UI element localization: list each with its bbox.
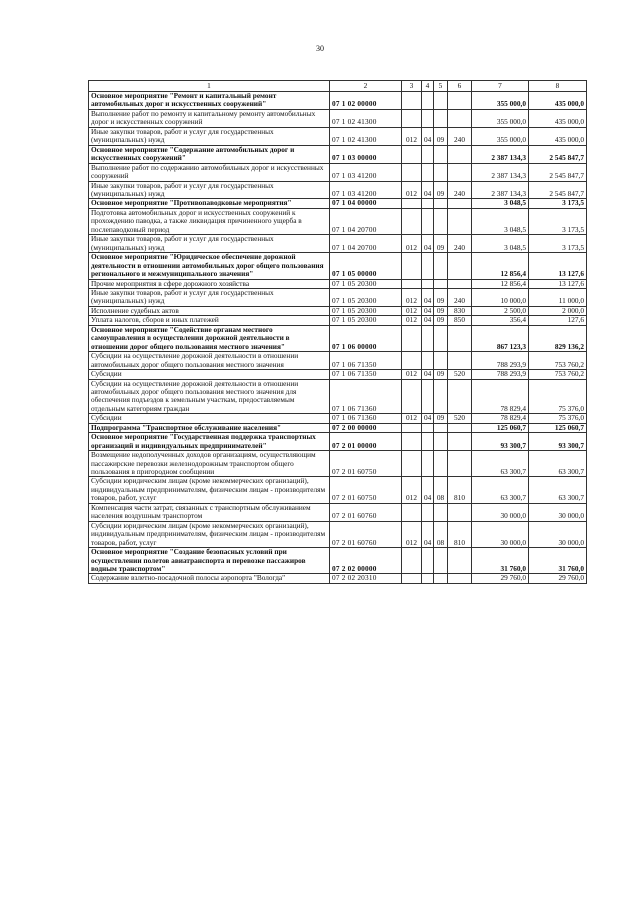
- row-value-column-7: 3 048,5: [472, 208, 529, 234]
- row-column-6: 240: [448, 127, 472, 145]
- table-row: [89, 548, 587, 574]
- row-value-column-7: 12 856,4: [472, 253, 529, 279]
- row-column-4: [422, 208, 434, 234]
- row-name: Субсидии на осуществление дорожной деятельности в отношении автомобильных дорог общего пользования местного значения для обеспечения подъездов к земельным участкам, предоставляемым отдельным категориям граждан: [89, 379, 330, 414]
- row-column-6: [448, 503, 472, 521]
- row-column-3: [402, 145, 422, 163]
- row-code: 07 1 02 00000: [330, 92, 402, 110]
- row-value-column-8: 127,6: [529, 316, 587, 325]
- row-value-column-8: 435 000,0: [529, 92, 587, 110]
- row-column-6: [448, 451, 472, 477]
- row-column-6: 810: [448, 521, 472, 547]
- row-name: Возмещение недополученных доходов организациям, осуществляющим пассажирские перевозки железнодорожным транспортом общего пользования в пригородном сообщении: [89, 451, 330, 477]
- row-column-4: [422, 423, 434, 432]
- row-column-5: 09: [434, 181, 448, 199]
- row-column-3: [402, 253, 422, 279]
- row-value-column-8: 31 760,0: [529, 548, 587, 574]
- table-row: [89, 235, 587, 253]
- table-row: [89, 370, 587, 379]
- row-value-column-7: 356,4: [472, 316, 529, 325]
- row-column-5: 09: [434, 370, 448, 379]
- row-value-column-7: 125 060,7: [472, 423, 529, 432]
- row-column-4: 04: [422, 477, 434, 503]
- row-code: 07 1 05 20300: [330, 288, 402, 306]
- table-row: [89, 306, 587, 315]
- budget-table: [88, 80, 587, 584]
- row-column-4: 04: [422, 306, 434, 315]
- row-column-4: [422, 503, 434, 521]
- row-column-3: [402, 279, 422, 288]
- row-value-column-7: 12 856,4: [472, 279, 529, 288]
- row-name: Иные закупки товаров, работ и услуг для государственных (муниципальных) нужд: [89, 181, 330, 199]
- row-name: Основное мероприятие "Государственная поддержка транспортных организаций и индивидуальных предпринимателей": [89, 433, 330, 451]
- row-column-4: [422, 325, 434, 351]
- row-column-6: 240: [448, 288, 472, 306]
- row-column-4: [422, 253, 434, 279]
- row-column-4: [422, 92, 434, 110]
- row-column-4: 04: [422, 521, 434, 547]
- row-column-6: 240: [448, 181, 472, 199]
- row-column-4: [422, 379, 434, 414]
- row-column-4: [422, 109, 434, 127]
- table-row: [89, 92, 587, 110]
- column-header: 6: [448, 81, 472, 92]
- table-row: [89, 477, 587, 503]
- row-column-5: [434, 433, 448, 451]
- row-column-6: [448, 548, 472, 574]
- row-value-column-8: 435 000,0: [529, 127, 587, 145]
- row-code: 07 1 06 71350: [330, 370, 402, 379]
- row-column-3: 012: [402, 127, 422, 145]
- row-column-4: [422, 574, 434, 583]
- row-name: Выполнение работ по ремонту и капитальному ремонту автомобильных дорог и искусственных сооружений: [89, 109, 330, 127]
- row-value-column-7: 788 293,9: [472, 352, 529, 370]
- page-number: 30: [316, 44, 324, 53]
- row-code: 07 1 05 20300: [330, 279, 402, 288]
- row-code: 07 1 03 41200: [330, 163, 402, 181]
- row-column-5: [434, 574, 448, 583]
- row-value-column-8: 75 376,0: [529, 379, 587, 414]
- row-column-6: 520: [448, 414, 472, 423]
- row-column-4: 04: [422, 414, 434, 423]
- row-name: Основное мероприятие "Содействие органам местного самоуправления в осуществлении дорожной деятельности в отношении дорог общего пользования местного значения": [89, 325, 330, 351]
- table-row: [89, 145, 587, 163]
- row-value-column-8: 3 173,5: [529, 208, 587, 234]
- row-value-column-7: 788 293,9: [472, 370, 529, 379]
- row-code: 07 1 06 71360: [330, 379, 402, 414]
- row-column-3: [402, 433, 422, 451]
- row-name: Основное мероприятие "Юридическое обеспечение дорожной деятельности в отношении автомобильных дорог общего пользования регионального и межмуниципального значения": [89, 253, 330, 279]
- row-column-3: [402, 548, 422, 574]
- table-row: [89, 127, 587, 145]
- row-value-column-7: 30 000,0: [472, 503, 529, 521]
- row-name: Иные закупки товаров, работ и услуг для государственных (муниципальных) нужд: [89, 127, 330, 145]
- row-code: 07 1 06 71360: [330, 414, 402, 423]
- row-column-3: 012: [402, 521, 422, 547]
- row-name: Уплата налогов, сборов и иных платежей: [89, 316, 330, 325]
- row-code: 07 1 05 20300: [330, 306, 402, 315]
- row-column-6: 810: [448, 477, 472, 503]
- row-value-column-8: 13 127,6: [529, 253, 587, 279]
- row-column-3: 012: [402, 414, 422, 423]
- row-name: Иные закупки товаров, работ и услуг для государственных (муниципальных) нужд: [89, 288, 330, 306]
- row-name: Содержание взлетно-посадочной полосы аэропорта "Вологда": [89, 574, 330, 583]
- column-header: 1: [89, 81, 330, 92]
- table-row: [89, 503, 587, 521]
- table-row: [89, 423, 587, 432]
- row-column-6: [448, 433, 472, 451]
- row-column-3: [402, 379, 422, 414]
- row-value-column-8: 11 000,0: [529, 288, 587, 306]
- row-name: Выполнение работ по содержанию автомобильных дорог и искусственных сооружений: [89, 163, 330, 181]
- row-value-column-8: 435 000,0: [529, 109, 587, 127]
- row-column-5: 09: [434, 316, 448, 325]
- row-value-column-7: 63 300,7: [472, 451, 529, 477]
- row-code: 07 1 06 71350: [330, 352, 402, 370]
- table-row: [89, 316, 587, 325]
- row-column-6: 830: [448, 306, 472, 315]
- row-column-5: [434, 92, 448, 110]
- row-code: 07 1 05 00000: [330, 253, 402, 279]
- row-name: Подпрограмма "Транспортное обслуживание населения": [89, 423, 330, 432]
- row-value-column-8: 75 376,0: [529, 414, 587, 423]
- row-column-4: 04: [422, 316, 434, 325]
- row-value-column-7: 2 387 134,3: [472, 181, 529, 199]
- row-column-4: 04: [422, 370, 434, 379]
- row-column-4: [422, 433, 434, 451]
- row-column-5: [434, 279, 448, 288]
- row-name: Исполнение судебных актов: [89, 306, 330, 315]
- row-column-5: [434, 145, 448, 163]
- row-column-3: [402, 503, 422, 521]
- row-column-6: [448, 199, 472, 208]
- row-column-4: [422, 352, 434, 370]
- column-header: 7: [472, 81, 529, 92]
- row-column-5: [434, 325, 448, 351]
- row-code: 07 1 04 20700: [330, 208, 402, 234]
- row-column-6: [448, 92, 472, 110]
- row-column-3: [402, 325, 422, 351]
- table-body: [89, 92, 587, 584]
- row-column-3: [402, 208, 422, 234]
- table-header-row: [89, 81, 587, 92]
- row-code: 07 2 02 00000: [330, 548, 402, 574]
- row-code: 07 2 01 60750: [330, 477, 402, 503]
- row-column-6: [448, 208, 472, 234]
- column-header: 3: [402, 81, 422, 92]
- row-column-3: [402, 109, 422, 127]
- row-column-5: 08: [434, 477, 448, 503]
- row-column-4: [422, 451, 434, 477]
- row-column-6: [448, 423, 472, 432]
- row-column-5: [434, 109, 448, 127]
- row-column-3: [402, 352, 422, 370]
- row-value-column-7: 3 048,5: [472, 199, 529, 208]
- row-column-5: 08: [434, 521, 448, 547]
- row-column-6: [448, 145, 472, 163]
- row-column-4: 04: [422, 181, 434, 199]
- row-value-column-7: 78 829,4: [472, 379, 529, 414]
- row-column-4: [422, 279, 434, 288]
- row-value-column-7: 63 300,7: [472, 477, 529, 503]
- row-value-column-7: 10 000,0: [472, 288, 529, 306]
- row-value-column-7: 30 000,0: [472, 521, 529, 547]
- row-value-column-8: 2 000,0: [529, 306, 587, 315]
- table-row: [89, 325, 587, 351]
- table-row: [89, 451, 587, 477]
- row-code: 07 1 04 00000: [330, 199, 402, 208]
- row-column-5: [434, 548, 448, 574]
- row-name: Компенсация части затрат, связанных с транспортным обслуживанием населения воздушным транспортом: [89, 503, 330, 521]
- row-code: 07 2 00 00000: [330, 423, 402, 432]
- row-value-column-7: 355 000,0: [472, 127, 529, 145]
- column-header: 2: [330, 81, 402, 92]
- row-column-6: [448, 163, 472, 181]
- row-column-3: [402, 451, 422, 477]
- table-row: [89, 253, 587, 279]
- row-value-column-8: 2 545 847,7: [529, 145, 587, 163]
- row-value-column-7: 78 829,4: [472, 414, 529, 423]
- row-code: 07 2 01 60750: [330, 451, 402, 477]
- row-column-6: [448, 279, 472, 288]
- row-column-5: [434, 163, 448, 181]
- row-name: Основное мероприятие "Ремонт и капитальный ремонт автомобильных дорог и искусственных сооружений": [89, 92, 330, 110]
- row-column-5: [434, 199, 448, 208]
- row-code: 07 1 05 20300: [330, 316, 402, 325]
- row-column-6: [448, 379, 472, 414]
- row-column-4: 04: [422, 288, 434, 306]
- row-column-3: [402, 92, 422, 110]
- row-column-3: 012: [402, 235, 422, 253]
- table-row: [89, 181, 587, 199]
- row-value-column-8: 753 760,2: [529, 370, 587, 379]
- row-column-6: [448, 109, 472, 127]
- row-value-column-8: 125 060,7: [529, 423, 587, 432]
- row-column-5: 09: [434, 235, 448, 253]
- table-row: [89, 279, 587, 288]
- row-column-3: 012: [402, 316, 422, 325]
- row-value-column-7: 2 500,0: [472, 306, 529, 315]
- row-value-column-8: 3 173,5: [529, 235, 587, 253]
- row-column-5: 09: [434, 127, 448, 145]
- row-column-3: 012: [402, 181, 422, 199]
- row-value-column-7: 2 387 134,3: [472, 163, 529, 181]
- row-column-6: [448, 325, 472, 351]
- row-value-column-8: 13 127,6: [529, 279, 587, 288]
- row-name: Субсидии: [89, 370, 330, 379]
- row-name: Иные закупки товаров, работ и услуг для государственных (муниципальных) нужд: [89, 235, 330, 253]
- row-column-3: 012: [402, 288, 422, 306]
- row-column-3: 012: [402, 477, 422, 503]
- row-value-column-8: 63 300,7: [529, 451, 587, 477]
- row-column-5: [434, 379, 448, 414]
- row-value-column-8: 3 173,5: [529, 199, 587, 208]
- row-value-column-7: 3 048,5: [472, 235, 529, 253]
- row-column-4: 04: [422, 127, 434, 145]
- row-name: Основное мероприятие "Создание безопасных условий при осуществлении полетов авиатранспорта и перевозке пассажиров водным транспортом": [89, 548, 330, 574]
- row-column-5: [434, 208, 448, 234]
- row-value-column-7: 867 123,3: [472, 325, 529, 351]
- table-row: [89, 208, 587, 234]
- row-code: 07 2 01 60760: [330, 503, 402, 521]
- row-name: Подготовка автомобильных дорог и искусственных сооружений к прохождению паводка, а также ликвидация причиненного ущерба в послепаводковый период: [89, 208, 330, 234]
- row-code: 07 2 02 20310: [330, 574, 402, 583]
- table-row: [89, 163, 587, 181]
- row-name: Субсидии юридическим лицам (кроме некоммерческих организаций), индивидуальным предпринимателям, физическим лицам - производителям товаров, работ, услуг: [89, 521, 330, 547]
- row-code: 07 1 02 41300: [330, 109, 402, 127]
- row-column-3: [402, 574, 422, 583]
- row-column-6: [448, 574, 472, 583]
- row-column-6: 520: [448, 370, 472, 379]
- row-value-column-8: 29 760,0: [529, 574, 587, 583]
- row-name: Субсидии юридическим лицам (кроме некоммерческих организаций), индивидуальным предпринимателям, физическим лицам - производителям товаров, работ, услуг: [89, 477, 330, 503]
- row-column-3: [402, 163, 422, 181]
- row-name: Субсидии: [89, 414, 330, 423]
- column-header: 5: [434, 81, 448, 92]
- table-row: [89, 109, 587, 127]
- row-column-6: 850: [448, 316, 472, 325]
- row-column-5: [434, 503, 448, 521]
- row-column-4: [422, 199, 434, 208]
- row-value-column-8: 2 545 847,7: [529, 163, 587, 181]
- row-code: 07 1 03 41200: [330, 181, 402, 199]
- row-column-4: [422, 145, 434, 163]
- table-row: [89, 288, 587, 306]
- row-column-5: 09: [434, 306, 448, 315]
- table-row: [89, 574, 587, 583]
- row-value-column-8: 2 545 847,7: [529, 181, 587, 199]
- row-value-column-8: 30 000,0: [529, 521, 587, 547]
- row-value-column-7: 31 760,0: [472, 548, 529, 574]
- row-value-column-7: 93 300,7: [472, 433, 529, 451]
- row-column-5: 09: [434, 288, 448, 306]
- row-column-6: 240: [448, 235, 472, 253]
- row-column-3: 012: [402, 306, 422, 315]
- row-column-4: [422, 163, 434, 181]
- row-code: 07 1 02 41300: [330, 127, 402, 145]
- row-name: Прочие мероприятия в сфере дорожного хозяйства: [89, 279, 330, 288]
- table-row: [89, 379, 587, 414]
- row-name: Субсидии на осуществление дорожной деятельности в отношении автомобильных дорог общего пользования местного значения: [89, 352, 330, 370]
- row-column-4: [422, 548, 434, 574]
- row-column-6: [448, 352, 472, 370]
- row-value-column-8: 753 760,2: [529, 352, 587, 370]
- row-code: 07 1 04 20700: [330, 235, 402, 253]
- row-value-column-8: 829 136,2: [529, 325, 587, 351]
- table-row: [89, 433, 587, 451]
- row-column-5: [434, 423, 448, 432]
- row-value-column-7: 355 000,0: [472, 109, 529, 127]
- table-row: [89, 521, 587, 547]
- table-row: [89, 199, 587, 208]
- row-column-3: 012: [402, 370, 422, 379]
- row-value-column-7: 29 760,0: [472, 574, 529, 583]
- row-value-column-8: 63 300,7: [529, 477, 587, 503]
- table-row: [89, 352, 587, 370]
- row-code: 07 2 01 00000: [330, 433, 402, 451]
- row-column-6: [448, 253, 472, 279]
- row-value-column-8: 93 300,7: [529, 433, 587, 451]
- row-value-column-8: 30 000,0: [529, 503, 587, 521]
- row-name: Основное мероприятие "Противопаводковые мероприятия": [89, 199, 330, 208]
- row-code: 07 1 06 00000: [330, 325, 402, 351]
- row-column-5: [434, 352, 448, 370]
- column-header: 8: [529, 81, 587, 92]
- row-column-5: [434, 253, 448, 279]
- row-column-4: 04: [422, 235, 434, 253]
- row-column-5: [434, 451, 448, 477]
- row-column-3: [402, 423, 422, 432]
- row-code: 07 1 03 00000: [330, 145, 402, 163]
- row-column-5: 09: [434, 414, 448, 423]
- row-column-3: [402, 199, 422, 208]
- row-value-column-7: 2 387 134,3: [472, 145, 529, 163]
- row-value-column-7: 355 000,0: [472, 92, 529, 110]
- table-row: [89, 414, 587, 423]
- row-code: 07 2 01 60760: [330, 521, 402, 547]
- column-header: 4: [422, 81, 434, 92]
- row-name: Основное мероприятие "Содержание автомобильных дорог и искусственных сооружений": [89, 145, 330, 163]
